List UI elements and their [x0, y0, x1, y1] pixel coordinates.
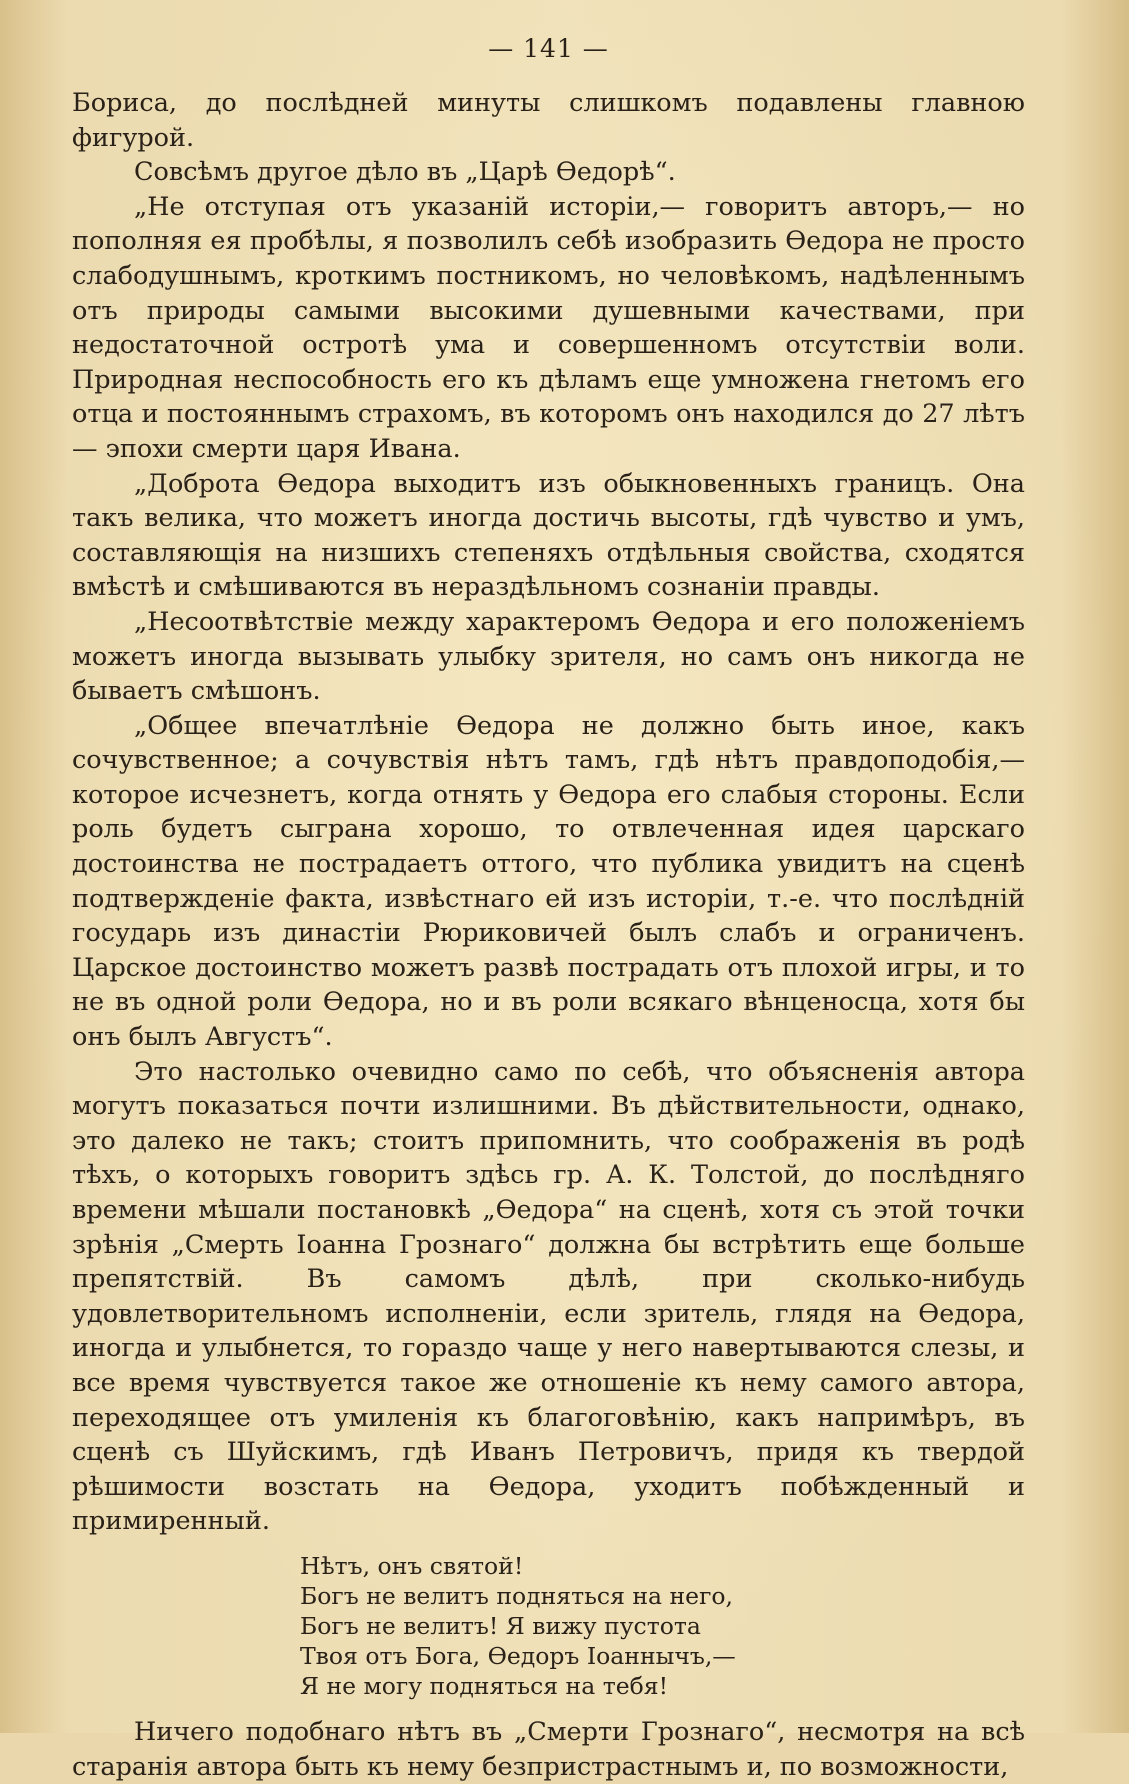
paragraph-1: Бориса, до послѣдней минуты слишкомъ подавлены главною фигурой. — [72, 88, 1025, 153]
paragraph-5: „Несоотвѣтствіе между характеромъ Ѳедора и его положеніемъ можетъ иногда вызывать улыбку зрителя, но самъ онъ никогда не бываетъ смѣшонъ. — [72, 606, 1025, 707]
verse-line: Богъ не велитъ! Я вижу пустота — [300, 1611, 701, 1640]
paragraph-6: „Общее впечатлѣніе Ѳедора не должно быть иное, какъ сочувственное; а сочувствія нѣтъ тамъ, гдѣ нѣтъ правдоподобія,— которое исчезнетъ, когда отнять у Ѳедора его слабыя стороны. Если роль будетъ сыграна хорошо, то отвлеченная идея царскаго достоинства не пострадаетъ оттого, что публика увидитъ на сценѣ подтвержденіе факта, извѣстнаго ей изъ исторіи, т.-е. что послѣдній государь изъ династіи Рюриковичей былъ слабъ и ограниченъ. Царское достоинство можетъ развѣ пострадать отъ плохой игры, и то не въ одной роли Ѳедора, но и въ роли всякаго вѣнценосца, хотя бы онъ былъ Августъ“. — [72, 710, 1025, 1053]
verse-line: Богъ не велитъ подняться на него, — [300, 1581, 734, 1610]
page-number: — 141 — — [488, 34, 609, 63]
paragraph-4: „Доброта Ѳедора выходитъ изъ обыкновенныхъ границъ. Она такъ велика, что можетъ иногда достичь высоты, гдѣ чувство и умъ, составляющія на низшихъ степеняхъ отдѣльныя свойства, сходятся вмѣстѣ и смѣшиваются въ нераздѣльномъ сознаніи правды. — [72, 468, 1025, 603]
closing-paragraph: Ничего подобнаго нѣтъ въ „Смерти Грознаго“, несмотря на всѣ старанія автора быть къ нему безпристрастнымъ и, по возможности, — [72, 1716, 1025, 1782]
verse-line: Я не могу подняться на тебя! — [300, 1671, 669, 1700]
verse-line: Нѣтъ, онъ святой! — [300, 1551, 524, 1580]
verse-quote — [300, 1551, 1025, 1701]
paragraph-3: „Не отступая отъ указаній исторіи,— говоритъ авторъ,— но пополняя ея пробѣлы, я позволилъ себѣ изобразить Ѳедора не просто слабодушнымъ, кроткимъ постникомъ, но человѣкомъ, надѣленнымъ отъ природы самыми высокими душевными качествами, при недостаточной остротѣ ума и совершенномъ отсутствіи воли. Природная неспособность его къ дѣламъ еще умножена гнетомъ его отца и постояннымъ страхомъ, въ которомъ онъ находился до 27 лѣтъ — эпохи смерти царя Ивана. — [72, 191, 1025, 464]
paragraph-7: Это настолько очевидно само по себѣ, что объясненія автора могутъ показаться почти излишними. Въ дѣйствительности, однако, это далеко не такъ; стоитъ припомнить, что соображенія въ родѣ тѣхъ, о которыхъ говоритъ здѣсь гр. А. К. Толстой, до послѣдняго времени мѣшали постановкѣ „Ѳедора“ на сценѣ, хотя съ этой точки зрѣнія „Смерть Іоанна Грознаго“ должна бы встрѣтить еще больше препятствій. Въ самомъ дѣлѣ, при сколько-нибудь удовлетворительномъ исполненіи, если зритель, глядя на Ѳедора, иногда и улыбнется, то гораздо чаще у него навертываются слезы, и все время чувствуется такое же отношеніе къ нему самого автора, переходящее отъ умиленія къ благоговѣнію, какъ напримѣръ, въ сценѣ съ Шуйскимъ, гдѣ Иванъ Петровичъ, придя къ твердой рѣшимости возстать на Ѳедора, уходитъ побѣжденный и примиренный. — [72, 1056, 1025, 1537]
verse-line: Твоя отъ Бога, Ѳедоръ Іоаннычъ,— — [300, 1641, 736, 1670]
paragraph-2: Совсѣмъ другое дѣло въ „Царѣ Ѳедорѣ“. — [134, 157, 676, 188]
